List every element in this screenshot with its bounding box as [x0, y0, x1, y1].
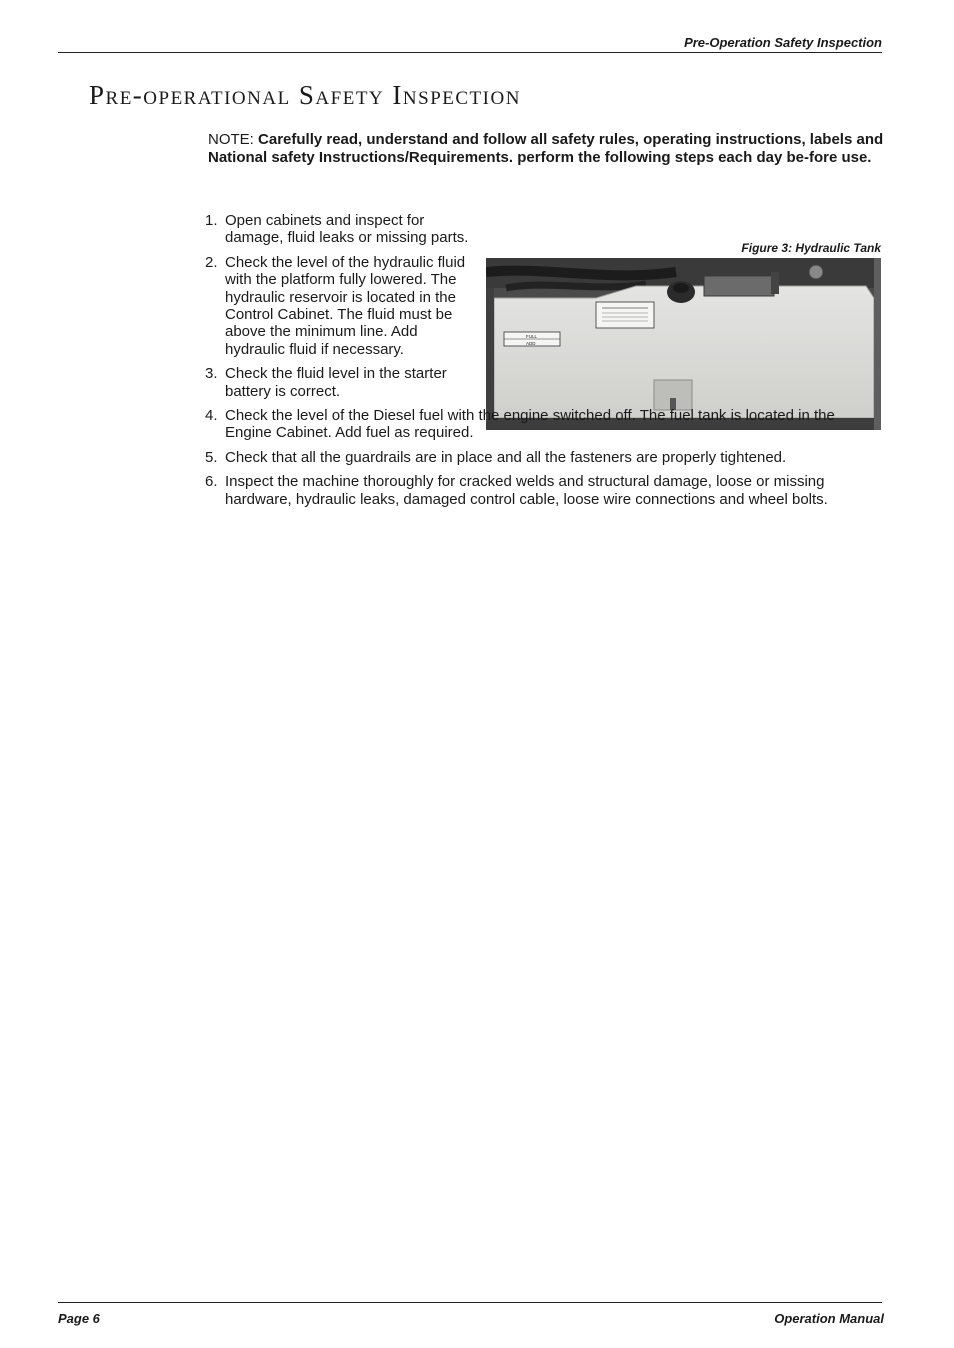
step-number: 5.	[205, 448, 218, 466]
list-item	[200, 473, 882, 508]
step-number: 6.	[205, 473, 218, 491]
step-number: 4.	[205, 407, 218, 425]
step-number: 2.	[205, 253, 218, 271]
page-number: Page 6	[58, 1311, 100, 1326]
list-item	[200, 254, 475, 358]
step-text: Check that all the guardrails are in place and all the fasteners are properly tightened.	[225, 448, 787, 466]
step-text: Check the level of the hydraulic fluid with the platform fully lowered. The hydraulic reservoir is located in the Control Cabinet. The fluid must be above the minimum line. Add hydraulic fluid if necessary.	[225, 253, 466, 358]
list-item	[200, 449, 882, 466]
list-item	[200, 365, 475, 400]
step-number: 3.	[205, 365, 218, 383]
note-lead: NOTE:	[208, 131, 254, 148]
step-text: Inspect the machine thoroughly for cracked welds and structural damage, loose or missing hardware, hydraulic leaks, damaged control cable, loose wire connections and wheel bolts.	[225, 473, 828, 508]
level-full-text: FULL	[526, 334, 538, 339]
footer-divider	[58, 1302, 882, 1303]
inspection-steps	[200, 212, 882, 515]
step-text: Check the fluid level in the starter battery is correct.	[225, 365, 447, 400]
note-text: Carefully read, understand and follow all safety rules, operating instructions, labels and National safety Instructions/Requirements. perform the following steps each day be-fore use.	[208, 131, 884, 166]
list-item	[200, 212, 475, 247]
manual-title: Operation Manual	[774, 1311, 884, 1326]
page-title: Pre-operational Safety Inspection	[89, 80, 521, 110]
step-number: 1.	[205, 212, 218, 229]
step-text: Check the level of the Diesel fuel with the engine switched off. The fuel tank is located in the Engine Cabinet. Add fuel as required.	[225, 407, 835, 442]
header-divider	[58, 52, 882, 53]
safety-note	[208, 131, 884, 167]
running-header: Pre-Operation Safety Inspection	[684, 35, 882, 50]
figure-caption: Figure 3: Hydraulic Tank	[741, 241, 881, 255]
step-text: Open cabinets and inspect for damage, fluid leaks or missing parts.	[225, 212, 469, 247]
level-add-text: ADD	[526, 341, 536, 346]
list-item	[200, 407, 882, 442]
